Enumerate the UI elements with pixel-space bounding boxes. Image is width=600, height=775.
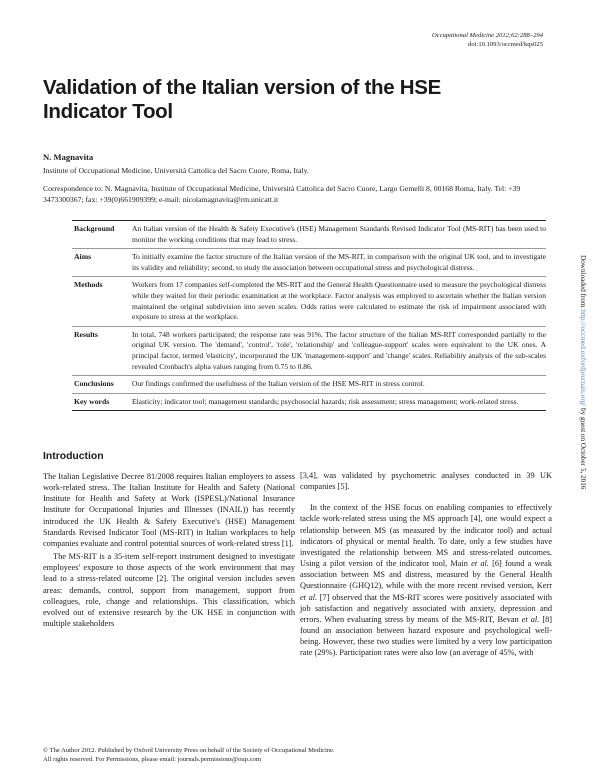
copyright-line: © The Author 2012. Published by Oxford University Press on behalf of the Society of Occupational Medicine. — [43, 747, 335, 754]
abstract-text: Elasticity; indicator tool; management standards; psychosocial hazards; risk assessment; stress management; work-related stress. — [132, 396, 519, 406]
affiliation: Institute of Occupational Medicine, Università Cattolica del Sacro Cuore, Roma, Italy. — [43, 166, 309, 175]
abstract-row-methods — [72, 276, 546, 325]
permissions-line: All rights reserved. For Permissions, please email: journals.permissions@oup.com — [43, 755, 261, 763]
abstract-label: Aims — [74, 252, 92, 262]
correspondence: Correspondence to: N. Magnavita, Institute of Occupational Medicine, Università Cattolica del Sacro Cuore, Largo Gemelli 8, 00168 Roma, Italy. Tel: +39 3473300367; fax: +39(0)661909399; e-mail: nicolamagnavita@rm.unicatt.it — [43, 184, 521, 204]
abstract-text: Our findings confirmed the usefulness of the Italian version of the HSE MS-RIT in stress control. — [132, 379, 425, 389]
abstract-label: Conclusions — [74, 379, 114, 389]
doi: doi:10.1093/occmed/kqs025 — [468, 41, 543, 48]
text-run: In the context of the HSE focus on enabling companies to effectively tackle work-related stress using the MS approach [4], one would expect a relationship between MS (as measured by the indicator tool) and actual indicators of physical or mental health. To date, only a few studies have investigated the relationship between MS and stress-related outcomes. Using a pilot version of the indicator tool, Main — [300, 503, 552, 569]
journal-citation: Occupational Medicine 2012;62:288–294 — [432, 32, 543, 39]
text-run: [8] found an association between hazard exposure and psychological well-being. However, these two studies were limited by a very low participation rate (29%). Participation rates were also low (an average of 45%, with — [300, 614, 553, 658]
download-note — [579, 255, 587, 489]
body-column-left — [43, 471, 295, 629]
text-run-italic: et al. — [471, 559, 489, 569]
journal-header — [432, 31, 543, 49]
journal-link[interactable]: http://occmed.oxfordjournals.org/ — [579, 309, 587, 407]
abstract-row-results — [72, 326, 546, 375]
abstract-row-keywords — [72, 393, 546, 411]
download-prefix: Downloaded from — [579, 255, 587, 310]
paragraph: [3,4], was validated by psychometric analyses conducted in 39 UK companies [5]. — [300, 471, 552, 492]
download-watermark — [578, 255, 588, 545]
paragraph: The MS-RIT is a 35-item self-report instrument designed to investigate employees' exposure to those aspects of the work environment that may lead to a stress-related outcome [2]. The original version includes seven areas: demands, control, support from management, support from colleagues, role, change and relationships. This classification, which evolved out of extensive research by the UK HSE in conjunction with multiple stakeholders — [43, 552, 295, 629]
abstract-row-aims — [72, 248, 546, 276]
abstract-row-background — [72, 221, 546, 248]
abstract-label: Methods — [74, 280, 103, 290]
article-title: Validation of the Italian version of the HSE Indicator Tool — [43, 76, 442, 123]
abstract-text: An Italian version of the Health & Safety Executive's (HSE) Management Standards Revised Indicator Tool (MS-RIT) has been used to monitor the working conditions that may lead to stress. — [132, 224, 546, 244]
text-run-italic: et al. — [300, 592, 318, 602]
author: N. Magnavita — [43, 152, 94, 162]
paragraph — [300, 502, 552, 658]
section-heading-introduction: Introduction — [43, 451, 104, 462]
text-run: [7] observed that the MS-RIT scores were positively associated with job satisfaction and negatively associated with anxiety, depression and errors. When evaluating stress by means of the MS-RIT, Bevan — [300, 592, 553, 624]
copyright-footer — [43, 747, 335, 764]
abstract-label: Key words — [74, 396, 110, 406]
download-suffix: by guest on October 5, 2016 — [579, 406, 587, 490]
abstract-text: To initially examine the factor structure of the Italian version of the MS-RIT, in comparison with the original UK tool, and to investigate its validity and reliability; second, to study the association between occupational stress and psychological distress. — [132, 252, 546, 272]
abstract-text: In total, 748 workers participated; the response rate was 91%. The factor structure of the Italian MS-RIT corresponded partially to the original UK version. The 'demand', 'control', 'role', 'relationship' and 'colleague-support' scales were equivalent to the UK ones. A principal factor, termed 'elasticity', incorporated the UK 'management-support' and 'change' scales. Reliability analysis of the sub-scales revealed Cronbach's alpha values ranging from 0.75 to 0.86. — [132, 329, 546, 371]
abstract-box — [72, 220, 546, 411]
paragraph: The Italian Legislative Decree 81/2008 requires Italian employers to assess work-related stress. The Italian Institute for Health and Safety (National Institute for Health and Safety at Work (ISPESL)/National Insurance Institute for Occupational Injuries and Illnesses (INAIL)) has recently introduced the UK Health & Safety Executive's (HSE) Management Standards Revised Indicator Tool (MS-RIT) in Italian workplaces to help companies evaluate and control potential sources of work-related stress [1]. — [43, 472, 295, 548]
abstract-label: Results — [74, 329, 98, 339]
abstract-row-conclusions — [72, 375, 546, 393]
abstract-label: Background — [74, 224, 115, 233]
text-run-italic: et al. — [521, 614, 540, 624]
body-column-right — [300, 470, 552, 659]
abstract-text: Workers from 17 companies self-completed the MS-RIT and the General Health Questionnaire used to measure the psychological distress while they waited for their periodic examination at the workplace. Factor analysis was employed to ascertain whether the Italian version maintained the original subdivision into seven scales. Odds ratios were calculated to estimate the risk of impairment associated with exposure to stress at the workplace. — [132, 280, 546, 322]
text-run: [6] found a weak association between MS and distress, measured by the General Health Questionnaire (GHQ12), while with the more recent revised version, Kerr — [300, 559, 553, 591]
